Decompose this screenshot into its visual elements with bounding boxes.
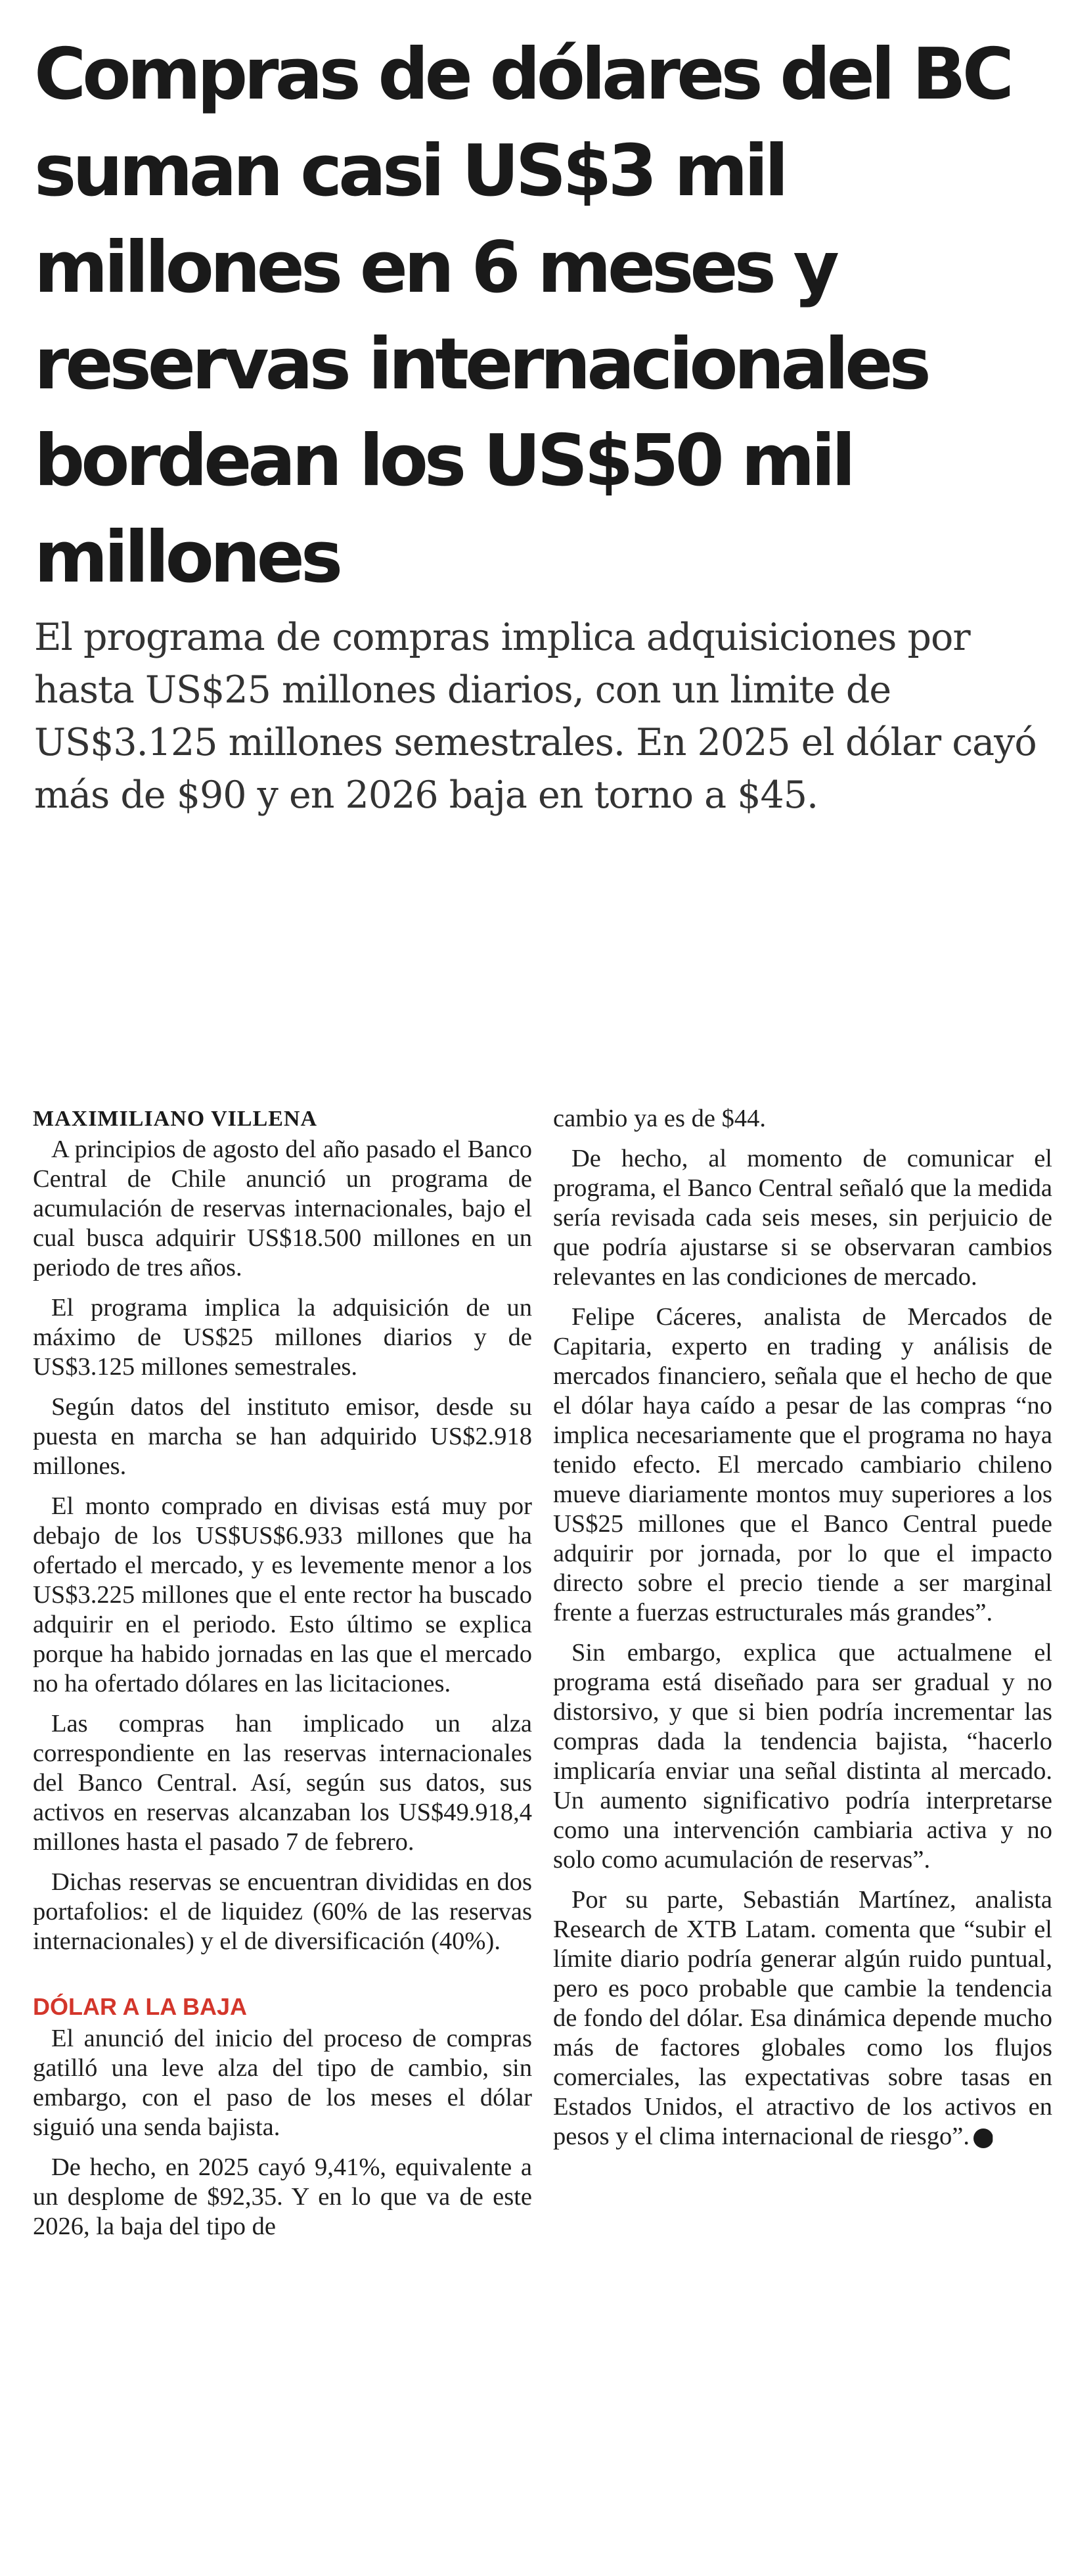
paragraph: A principios de agosto del año pasado el Banco Central de Chile anunció un programa de acumulación de reservas internacionales, bajo el cual busca adquirir US$18.500 millones en un periodo de tres años.	[33, 1136, 532, 1281]
end-mark-icon: P	[973, 2128, 993, 2148]
paragraph: El monto comprado en divisas está muy por debajo de los US$US$6.933 millones que ha ofertado el mercado, y es levemente menor a los US$3.225 millones que el ente rector ha buscado adquirir en el periodo. Esto último se explica porque ha habido jornadas en las que el mercado no ha ofertado dólares en las licitaciones.	[33, 1492, 532, 1697]
paragraph: El anunció del inicio del proceso de compras gatilló una leve alza del tipo de cambio, sin embargo, con el paso de los meses el dólar siguió una senda bajista.	[33, 2025, 532, 2141]
paragraph: Según datos del instituto emisor, desde su puesta en marcha se han adquirido US$2.918 millones.	[33, 1393, 532, 1480]
section-heading: DÓLAR A LA BAJA	[33, 1993, 247, 2020]
paragraph: De hecho, al momento de comunicar el programa, el Banco Central señaló que la medida sería revisada cada seis meses, sin perjuicio de que podría ajustarse si se observaran cambios relevantes en las condiciones de mercado.	[553, 1145, 1052, 1291]
headline: Compras de dólares del BC suman casi US$3 mil millones en 6 meses y reservas internacionales bordean los US$50 mil millones	[34, 34, 1011, 599]
paragraph-last-text: Por su parte, Sebastián Martínez, analista Research de XTB Latam. comenta que “subir el límite diario podría generar algún ruido puntual, pero es poco probable que cambie la tendencia de fondo del dólar. Esa dinámica depende mucho más de factores globales como los flujos comerciales, las expectativas sobre tasas en Estados Unidos, el atractivo de los activos en pesos y el clima internacional de riesgo”.	[553, 1886, 1052, 2150]
paragraph: Las compras han implicado un alza correspondiente en las reservas internacionales del Banco Central. Así, según sus datos, sus activos en reservas alcanzaban los US$49.918,4 millones hasta el pasado 7 de febrero.	[33, 1710, 532, 1856]
paragraph: El programa implica la adquisición de un máximo de US$25 millones diarios y de US$3.125 millones semestrales.	[33, 1294, 532, 1381]
paragraph: Sin embargo, explica que actualmene el programa está diseñado para ser gradual y no distorsivo, y que si bien podría incrementar las compras dada la tendencia bajista, “hacerlo implicaría enviar una señal distinta al mercado. Un aumento significativo podría interpretarse como una intervención cambiaria activa y no solo como acumulación de reservas”.	[553, 1639, 1052, 1874]
article-column-right	[553, 1104, 1052, 2162]
paragraph: Dichas reservas se encuentran divididas en dos portafolios: el de liquidez (60% de las reservas internacionales) y el de diversificación (40%).	[33, 1868, 532, 1955]
paragraph-continued: cambio ya es de $44.	[553, 1105, 766, 1132]
paragraph: De hecho, en 2025 cayó 9,41%, equivalente a un desplome de $92,35. Y en lo que va de este 2026, la baja del tipo de	[33, 2153, 532, 2240]
paragraph: Felipe Cáceres, analista de Mercados de Capitaria, experto en trading y análisis de mercados financiero, señala que el hecho de que el dólar haya caído a pesar de las compras “no implica necesariamente que el programa no haya tenido efecto. El mercado cambiario chileno mueve diariamente montos muy superiores a los US$25 millones que el Banco Central puede adquirir por jornada, por lo que el impacto directo sobre el precio tiende a ser marginal frente a fuerzas estructurales más grandes”.	[553, 1303, 1052, 1626]
subheadline: El programa de compras implica adquisiciones por hasta US$25 millones diarios, con un limite de US$3.125 millones semestrales. En 2025 el dólar cayó más de $90 y en 2026 baja en torno a $45.	[34, 616, 1037, 817]
byline: MAXIMILIANO VILLENA	[33, 1107, 318, 1131]
article-column-left	[33, 1104, 532, 2252]
paragraph-last	[553, 1885, 1052, 2151]
